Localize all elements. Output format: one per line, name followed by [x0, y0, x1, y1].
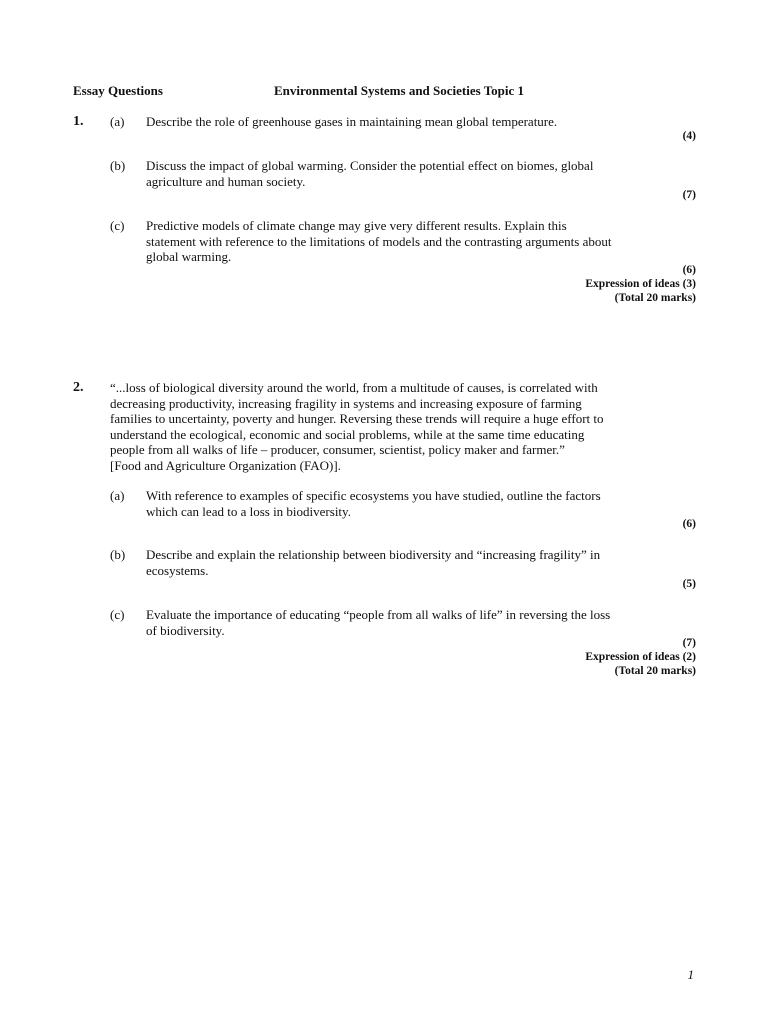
marks: (7): [682, 637, 696, 649]
text-line: Evaluate the importance of educating “people from all walks of life” in reversing the loss: [146, 607, 611, 622]
marks: (6): [682, 518, 696, 530]
page-number: 1: [687, 967, 694, 982]
text-line: statement with reference to the limitations of models and the contrasting arguments about: [146, 233, 612, 249]
question-number: 2.: [73, 380, 84, 395]
part-label: (b): [110, 158, 126, 173]
marks: (4): [682, 130, 696, 142]
text-line: With reference to examples of specific ecosystems you have studied, outline the factors: [146, 488, 601, 503]
part-text: [146, 158, 666, 189]
text-line: Discuss the impact of global warming. Consider the potential effect on biomes, global: [146, 158, 594, 173]
text-line: Describe the role of greenhouse gases in maintaining mean global temperature.: [146, 114, 558, 129]
text-line: people from all walks of life – producer, consumer, scientist, policy maker and farmer.”: [110, 442, 565, 457]
part-text: [146, 607, 666, 638]
marks: (5): [682, 578, 696, 590]
text-line: ecosystems.: [146, 562, 209, 578]
text-line: [Food and Agriculture Organization (FAO)].: [110, 457, 341, 473]
part-label: (a): [110, 488, 125, 503]
text-line: “...loss of biological diversity around the world, from a multitude of causes, is correlated with: [110, 380, 598, 395]
total-marks: (Total 20 marks): [614, 292, 696, 304]
expression-of-ideas: Expression of ideas (2): [585, 651, 696, 663]
part-label: (c): [110, 218, 125, 233]
expression-of-ideas: Expression of ideas (3): [585, 278, 696, 290]
question-number: 1.: [73, 114, 84, 129]
text-line: of biodiversity.: [146, 622, 225, 638]
fao-quote: [110, 380, 660, 473]
header-title: Environmental Systems and Societies Topic 1: [274, 83, 525, 98]
part-text: [146, 114, 666, 130]
part-text: [146, 218, 666, 265]
marks: (7): [682, 189, 696, 201]
text-line: agriculture and human society.: [146, 173, 306, 189]
marks: (6): [682, 264, 696, 276]
part-label: (c): [110, 607, 125, 622]
total-marks: (Total 20 marks): [614, 665, 696, 677]
text-line: global warming.: [146, 249, 232, 264]
part-label: (b): [110, 547, 126, 562]
text-line: understand the ecological, economic and social problems, while at the same time educating: [110, 426, 585, 442]
text-line: which can lead to a loss in biodiversity.: [146, 503, 351, 519]
header-left: Essay Questions: [73, 83, 163, 98]
part-text: [146, 488, 666, 519]
text-line: Predictive models of climate change may give very different results. Explain this: [146, 218, 567, 233]
text-line: decreasing productivity, increasing fragility in systems and increasing exposure of farming: [110, 395, 582, 411]
part-text: [146, 547, 666, 578]
text-line: Describe and explain the relationship between biodiversity and “increasing fragility” in: [146, 547, 601, 562]
text-line: families to uncertainty, poverty and hunger. Reversing these trends will require a huge effort to: [110, 411, 604, 426]
part-label: (a): [110, 114, 125, 129]
